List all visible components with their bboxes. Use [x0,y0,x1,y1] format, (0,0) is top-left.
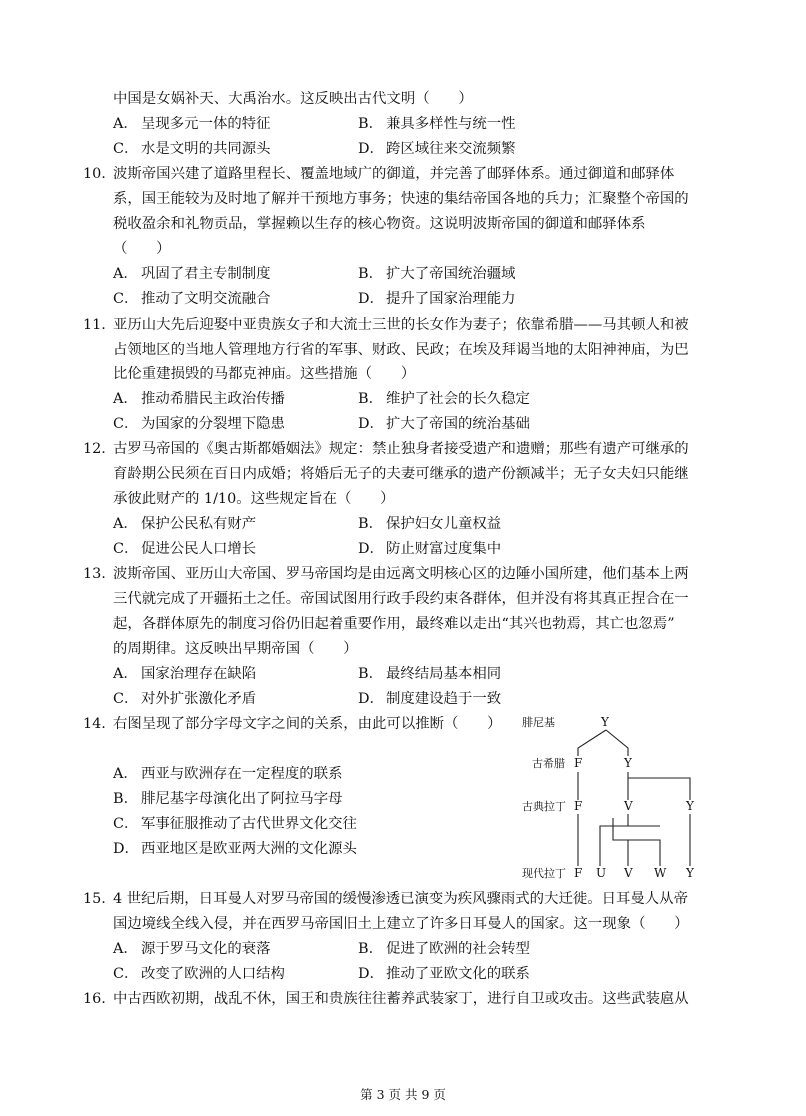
option-text: 促进了欧洲的社会转型 [386,941,530,957]
row-label-phoenician: 腓尼基 [522,716,555,729]
row-label-classical-latin: 古典拉丁 [522,800,566,813]
letter-classical-f: F [574,799,583,813]
question-13-option-c[interactable] [113,689,256,709]
option-label: A． [113,941,138,957]
option-text: 维护了社会的长久稳定 [386,391,530,407]
option-text: 改变了欧洲的人口结构 [141,966,285,982]
question-10-option-d[interactable] [358,289,516,309]
option-label: C． [113,691,139,707]
letter-top-y: Y [601,715,609,729]
letter-classical-y: Y [686,799,694,813]
question-9-option-d[interactable] [358,139,516,159]
question-10-option-a[interactable] [113,264,271,284]
option-text: 国家治理存在缺陷 [141,666,257,682]
option-text: 保护妇女儿童权益 [386,516,502,532]
letter-greek-f: F [574,756,583,770]
option-label: D． [358,416,384,432]
option-label: D． [358,541,384,557]
question-13-line-1: 波斯帝国、亚历山大帝国、罗马帝国均是由远离文明核心区的边陲小国所建，他们基本上两 [113,566,689,582]
option-text: 防止财富过度集中 [386,541,502,557]
option-text: 巩固了君主专制制度 [141,266,271,282]
question-9-option-c[interactable] [113,139,271,159]
letter-modern-y: Y [686,866,694,880]
letter-modern-w: W [654,866,667,880]
question-9-stem-tail: 中国是女娲补天、大禹治水。这反映出古代文明（ ） [113,91,473,107]
option-text: 源于罗马文化的衰落 [141,941,271,957]
question-13-line-3: 起，各群体原先的制度习俗仍旧起着重要作用，最终难以走出“其兴也勃焉，其亡也忽焉” [113,616,675,632]
option-text: 兼具多样性与统一性 [386,116,516,132]
question-14-option-b[interactable] [113,789,342,809]
question-number: 16. [83,991,106,1007]
option-label: C． [113,416,139,432]
question-9-option-b[interactable] [358,114,516,134]
option-label: D． [358,691,384,707]
letter-greek-y: Y [624,756,632,770]
question-11-line-2: 占领地区的当地人管理地方行省的军事、财政、民政；在埃及拜谒当地的太阳神神庙，为巴 [113,342,689,358]
option-label: D． [358,966,384,982]
option-text: 推动希腊民主政治传播 [141,391,285,407]
question-12-option-b[interactable] [358,514,501,534]
option-label: B． [358,116,383,132]
question-10-option-b[interactable] [358,264,516,284]
option-text: 推动了亚欧文化的联系 [386,966,530,982]
option-label: A． [113,391,138,407]
question-number: 13. [83,566,106,582]
question-number: 14. [83,716,106,732]
option-text: 制度建设趋于一致 [386,691,502,707]
option-label: B． [358,266,383,282]
question-11-option-b[interactable] [358,389,530,409]
question-9-option-a[interactable] [113,114,271,134]
question-15-option-d[interactable] [358,964,530,984]
option-text: 推动了文明交流融合 [141,291,271,307]
option-label: A． [113,266,138,282]
page-footer: 第 3 页 共 9 页 [360,1087,446,1102]
option-label: C． [113,541,139,557]
option-label: D． [113,841,139,857]
question-16-line-1: 中古西欧初期，战乱不休，国王和贵族往往蓄养武装家丁，进行自卫或攻击。这些武装扈从 [113,991,689,1007]
option-label: C． [113,816,139,832]
option-label: C． [113,141,139,157]
question-14-option-c[interactable] [113,814,357,834]
option-text: 为国家的分裂埋下隐患 [141,416,285,432]
option-label: D． [358,291,384,307]
letter-modern-f: F [574,866,583,880]
option-text: 保护公民私有财产 [141,516,257,532]
option-text: 促进公民人口增长 [141,541,257,557]
row-label-greek: 古希腊 [532,757,565,770]
letter-modern-u: U [596,866,607,880]
question-12-line-2: 育龄期公民须在百日内成婚；将婚后无子的夫妻可继承的遗产份额减半；无子女夫妇只能继 [113,466,689,482]
question-11-line-1: 亚历山大先后迎娶中亚贵族女子和大流士三世的长女作为妻子；依靠希腊——马其顿人和被 [113,317,689,333]
letter-classical-v: V [624,799,633,813]
question-10-line-2: 系，国王能较为及时地了解并干预地方事务；快速的集结帝国各地的兵力；汇聚整个帝国的 [113,191,689,207]
question-number: 11. [83,317,106,333]
question-10-line-4: （ ） [113,241,171,257]
option-text: 跨区域往来交流频繁 [386,141,516,157]
question-11-option-d[interactable] [358,414,530,434]
question-15-option-c[interactable] [113,964,285,984]
option-text: 水是文明的共同源头 [141,141,271,157]
row-label-modern-latin: 现代拉丁 [522,867,566,880]
option-label: B． [113,791,138,807]
option-label: D． [358,141,384,157]
option-text: 呈现多元一体的特征 [141,116,271,132]
question-12-line-1: 古罗马帝国的《奥古斯都婚姻法》规定：禁止独身者接受遗产和遗赠；那些有遗产可继承的 [113,441,689,457]
option-label: A． [113,116,138,132]
question-12-option-d[interactable] [358,539,501,559]
option-label: C． [113,966,139,982]
option-text: 腓尼基字母演化出了阿拉马字母 [141,791,343,807]
option-label: B． [358,516,383,532]
question-15-option-b[interactable] [358,939,530,959]
option-text: 西亚与欧洲存在一定程度的联系 [141,766,343,782]
question-number: 15. [83,891,106,907]
branch-phoenician-greek [606,730,628,756]
option-label: B． [358,391,383,407]
option-text: 西亚地区是欧亚两大洲的文化源头 [141,841,357,857]
question-13-option-b[interactable] [358,664,501,684]
question-number: 12. [83,441,106,457]
option-label: B． [358,941,383,957]
option-text: 扩大了帝国的统治基础 [386,416,530,432]
question-13-option-d[interactable] [358,689,501,709]
question-13-line-4: 的周期律。这反映出早期帝国（ ） [113,641,358,657]
question-14-line-1: 右图呈现了部分字母文字之间的关系，由此可以推断（ ） [113,716,502,732]
option-label: B． [358,666,383,682]
question-10-line-1: 波斯帝国兴建了道路里程长、覆盖地域广的御道，并完善了邮驿体系。通过御道和邮驿体 [113,166,675,182]
question-13-option-a[interactable] [113,664,256,684]
question-11-line-3: 比伦重建损毁的马都克神庙。这些措施（ ） [113,366,416,382]
question-12-option-a[interactable] [113,514,256,534]
letter-modern-v: V [624,866,633,880]
question-number: 10. [83,166,106,182]
link-classical-v-modern [613,818,628,866]
option-label: C． [113,291,139,307]
option-text: 对外扩张激化矛盾 [141,691,257,707]
option-text: 军事征服推动了古代世界文化交往 [141,816,357,832]
question-14-option-d[interactable] [113,839,357,859]
question-14-option-a[interactable] [113,764,342,784]
option-text: 扩大了帝国统治疆域 [386,266,516,282]
question-15-option-a[interactable] [113,939,271,959]
option-label: A． [113,766,138,782]
alphabet-relationship-diagram [520,708,720,888]
option-label: A． [113,666,138,682]
link-classical-v-modern [613,840,660,866]
link-greek-y-classical-y [628,778,690,800]
question-12-line-3: 承彼此财产的 1/10。这些规定旨在（ ） [113,491,395,507]
question-13-line-2: 三代就完成了开疆拓土之任。帝国试图用行政手段约束各群体，但并没有将其真正捏合在一 [113,591,689,607]
branch-phoenician-greek [578,730,606,756]
question-11-option-c[interactable] [113,414,285,434]
option-text: 提升了国家治理能力 [386,291,516,307]
question-11-option-a[interactable] [113,389,285,409]
option-label: A． [113,516,138,532]
question-15-line-2: 国边境线全线入侵，并在西罗马帝国旧土上建立了许多日耳曼人的国家。这一现象（ ） [113,916,689,932]
question-10-option-c[interactable] [113,289,271,309]
option-text: 最终结局基本相同 [386,666,502,682]
question-12-option-c[interactable] [113,539,256,559]
question-10-line-3: 税收盈余和礼物贡品，掌握赖以生存的核心物资。这说明波斯帝国的御道和邮驿体系 [113,216,646,232]
question-15-line-1: 4 世纪后期，日耳曼人对罗马帝国的缓慢渗透已演变为疾风骤雨式的大迁徙。日耳曼人从帝 [113,891,688,907]
